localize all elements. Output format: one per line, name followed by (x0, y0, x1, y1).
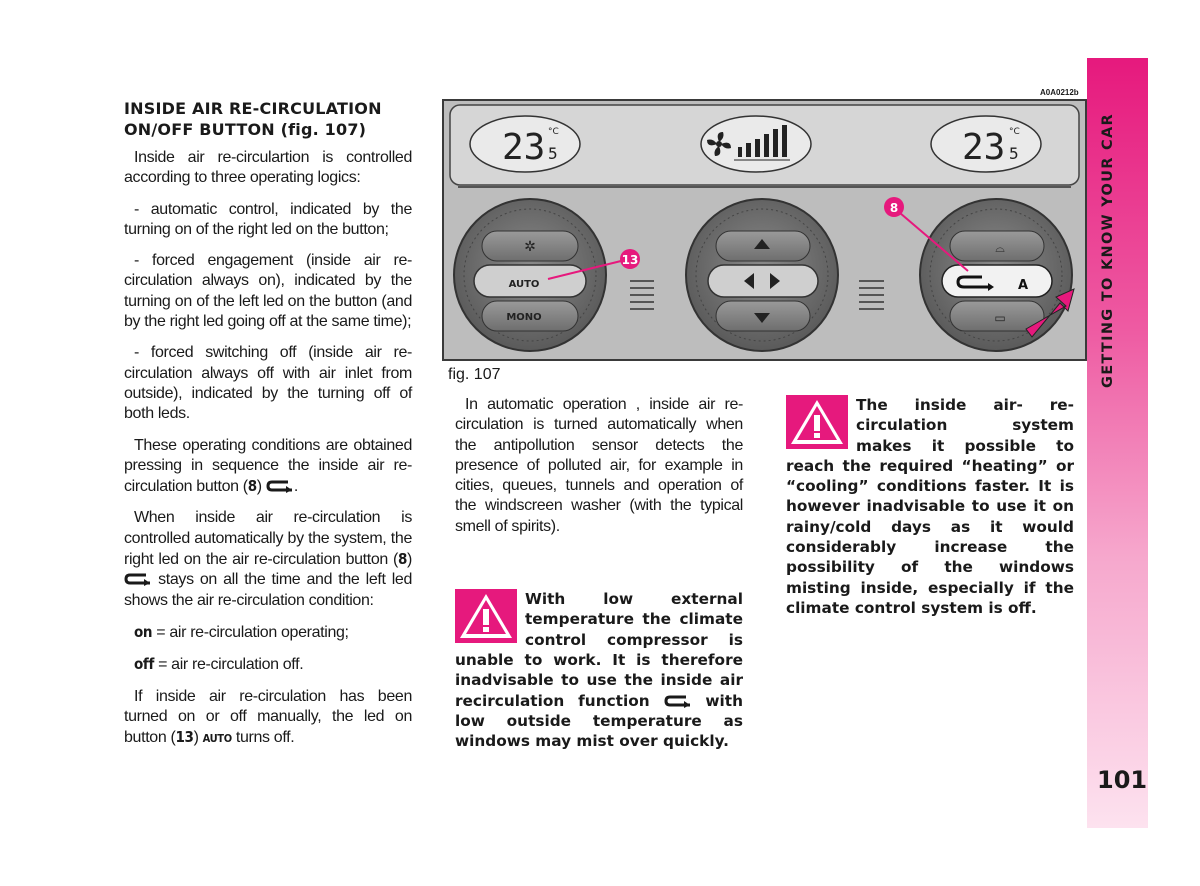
paragraph-manual-end: turns off. (231, 729, 295, 747)
paragraph-manual-close: ) (193, 729, 203, 747)
climate-control-figure (442, 99, 1087, 361)
heading-line1: INSIDE AIR RE-CIRCULATION (124, 99, 382, 118)
page-number: 101 (1097, 766, 1148, 794)
paragraph-sequence-end: . (293, 478, 298, 496)
paragraph-sequence-text: These operating conditions are obtained pressing in sequence the inside air re-circulation button ( (124, 436, 412, 496)
paragraph-manual (124, 687, 412, 750)
paragraph-sequence-close: ) (256, 478, 262, 496)
recirc-auto-label: A (1018, 278, 1029, 293)
warning-misting-text: The inside air- re-circulation system makes it possible to reach the required “heating” or “cooling” conditions faster. It is however inadvisable to use it on rainy/cold days as it would considerably increase the possibility of the windows misting inside, especially if the climate control system is off. (786, 396, 1074, 617)
warning-low-temperature (455, 589, 743, 751)
heading-line2: ON/OFF BUTTON (124, 120, 275, 139)
text-column-left (124, 98, 412, 760)
left-temp-small: 5 (548, 144, 558, 163)
vent-right (859, 281, 884, 309)
paragraph-forced-on: - forced engagement (inside air re-circulation always on), indicated by the turning on of the left led on the button (and by the right led going off at the same time); (124, 252, 412, 331)
warning-triangle-icon (455, 589, 517, 643)
warning-recirculation-misting (786, 395, 1074, 618)
recirculation-icon (664, 694, 692, 708)
paragraph-auto-rest: stays on all the time and the left led shows the air re-circulation condition: (124, 571, 412, 609)
paragraph-intro: Inside air re-circulartion is controlled according to three operating logics: (124, 149, 412, 187)
paragraph-off (124, 654, 412, 675)
warning-triangle-icon (786, 395, 848, 449)
text-column-middle (455, 395, 743, 751)
left-temp-unit: °C (548, 127, 559, 137)
warning-low-temp-text-end: with low outside temperature as windows may mist over quickly. (455, 691, 743, 751)
paragraph-sequence (124, 436, 412, 498)
paragraph-on (124, 622, 412, 643)
left-temp-big: 23 (502, 127, 546, 168)
right-temp-unit: °C (1009, 127, 1020, 137)
sun-icon: ✲ (524, 238, 536, 254)
chapter-side-band (1087, 58, 1148, 828)
button-ref-13: 13 (175, 728, 194, 747)
recirculation-icon (266, 479, 294, 493)
right-temp-big: 23 (962, 127, 1006, 168)
climate-panel-illustration (444, 101, 1085, 359)
off-text: = air re-circulation off. (153, 656, 304, 674)
paragraph-auto-close: ) (407, 551, 412, 569)
figure-caption: fig. 107 (448, 366, 501, 383)
figure-code: A0A0212b (1040, 88, 1079, 97)
paragraph-forced-off: - forced switching off (inside air re-circulation always off with air inlet from outside), indicated by the turning off of both leds. (124, 344, 412, 423)
button-ref-8: 8 (247, 477, 257, 496)
section-heading (124, 98, 412, 140)
paragraph-auto-control (124, 508, 412, 610)
heading-figure-ref: (fig. 107) (280, 120, 367, 139)
warning-low-temp-text: With low external temperature the climate control compressor is unable to work. It is therefore inadvisable to use the inside air recirculation function (455, 590, 743, 710)
chapter-title: GETTING TO KNOW YOUR CAR (1100, 113, 1116, 388)
recirculation-icon (124, 572, 152, 586)
button-ref-8b: 8 (397, 550, 408, 569)
paragraph-automatic-operation: In automatic operation , inside air re-circulation is turned automatically when the antipollution sensor detects the presence of polluted air, for example in cities, queues, tunnels and operation of the windscreen washer (with the typical smell of spirits). (455, 396, 743, 535)
rear-defrost-icon: ▭ (994, 311, 1006, 325)
callout-8-label: 8 (889, 201, 899, 215)
auto-word: AUTO (202, 732, 232, 746)
on-text: = air re-circulation operating; (152, 623, 349, 641)
paragraph-manual-text: If inside air re-circulation has been turned on or off manually, the led on button ( (124, 687, 412, 747)
vent-left (630, 281, 654, 309)
callout-13-label: 13 (621, 253, 639, 267)
paragraph-auto-text: When inside air re-circulation is controlled automatically by the system, the right led on the air re-circulation button ( (124, 509, 412, 569)
mono-button-label: MONO (506, 312, 542, 323)
windscreen-defrost-icon: ⌓ (995, 241, 1005, 255)
text-column-right (786, 395, 1074, 618)
right-temp-small: 5 (1009, 144, 1019, 163)
auto-button-label: AUTO (508, 279, 540, 290)
paragraph-automatic: - automatic control, indicated by the turning on of the right led on the button; (124, 200, 412, 238)
off-key: off (134, 655, 154, 674)
on-key: on (134, 622, 153, 641)
